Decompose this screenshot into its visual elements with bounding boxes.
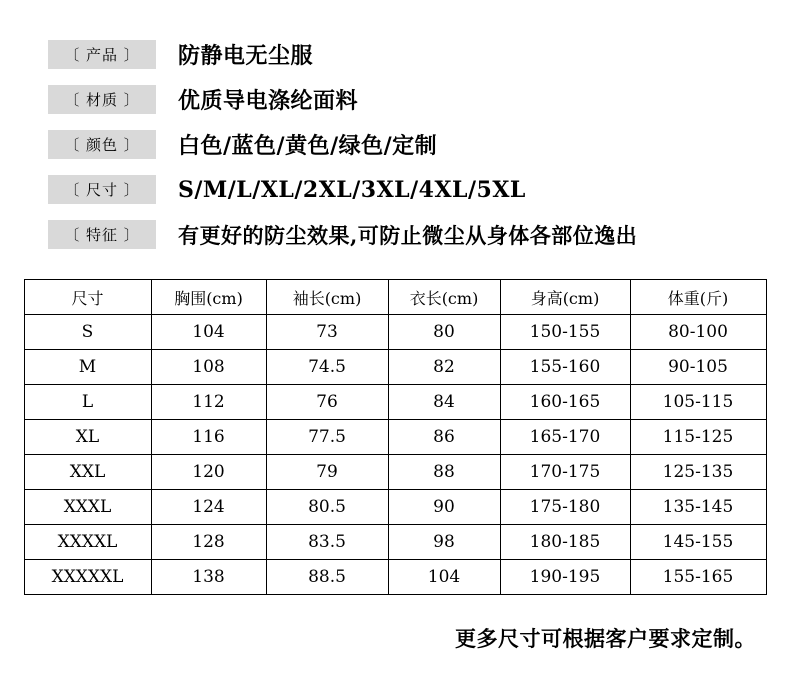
spec-row-color [0,122,790,167]
table-cell: 88.5 [266,560,388,595]
table-cell: 160-165 [500,385,630,420]
table-cell: 115-125 [630,420,766,455]
table-cell: 84 [388,385,500,420]
table-cell: 80 [388,315,500,350]
table-row [24,350,766,385]
table-cell: 112 [151,385,266,420]
table-cell: 150-155 [500,315,630,350]
table-cell: 125-135 [630,455,766,490]
spec-row-size [0,167,790,212]
table-row [24,315,766,350]
spec-row-feature [0,212,790,257]
table-cell: L [24,385,151,420]
table-header-cell: 袖长(cm) [266,280,388,315]
table-cell: 98 [388,525,500,560]
table-header-cell: 胸围(cm) [151,280,266,315]
spec-value-material: 优质导电涤纶面料 [178,88,359,114]
table-header-row [24,280,766,315]
table-cell: 83.5 [266,525,388,560]
table-cell: 80.5 [266,490,388,525]
spec-row-product [0,32,790,77]
table-cell: XXXXXL [24,560,151,595]
spec-label-color: 〔 颜色 〕 [48,130,156,159]
table-cell: 79 [266,455,388,490]
table-cell: 180-185 [500,525,630,560]
spec-value-feature: 有更好的防尘效果,可防止微尘从身体各部位逸出 [178,222,638,248]
spec-label-material: 〔 材质 〕 [48,85,156,114]
table-cell: 128 [151,525,266,560]
table-cell: M [24,350,151,385]
spec-value-color: 白色/蓝色/黄色/绿色/定制 [178,133,438,159]
table-cell: 116 [151,420,266,455]
table-row [24,490,766,525]
table-cell: 88 [388,455,500,490]
table-row [24,455,766,490]
table-cell: 86 [388,420,500,455]
spec-row-material [0,77,790,122]
footer-note: 更多尺寸可根据客户要求定制。 [455,626,756,651]
table-row [24,385,766,420]
table-header-cell: 身高(cm) [500,280,630,315]
size-chart-table [24,279,767,595]
table-row [24,525,766,560]
table-cell: XL [24,420,151,455]
table-cell: S [24,315,151,350]
table-cell: 77.5 [266,420,388,455]
table-header-cell: 衣长(cm) [388,280,500,315]
table-cell: XXXXL [24,525,151,560]
table-cell: 138 [151,560,266,595]
table-cell: 124 [151,490,266,525]
table-cell: 175-180 [500,490,630,525]
spec-label-product: 〔 产品 〕 [48,40,156,69]
table-cell: 90 [388,490,500,525]
table-cell: 170-175 [500,455,630,490]
table-cell: 105-115 [630,385,766,420]
table-cell: 90-105 [630,350,766,385]
table-header-cell: 尺寸 [24,280,151,315]
table-cell: 155-165 [630,560,766,595]
spec-list [0,0,790,257]
table-cell: 73 [266,315,388,350]
spec-label-size: 〔 尺寸 〕 [48,175,156,204]
spec-value-size: S/M/L/XL/2XL/3XL/4XL/5XL [178,176,526,203]
table-cell: 76 [266,385,388,420]
table-row [24,420,766,455]
table-cell: 155-160 [500,350,630,385]
table-cell: 165-170 [500,420,630,455]
table-cell: 145-155 [630,525,766,560]
table-cell: 120 [151,455,266,490]
table-cell: 80-100 [630,315,766,350]
table-cell: 74.5 [266,350,388,385]
table-row [24,560,766,595]
table-cell: XXL [24,455,151,490]
table-cell: 104 [388,560,500,595]
table-cell: 190-195 [500,560,630,595]
table-cell: 104 [151,315,266,350]
table-cell: 108 [151,350,266,385]
spec-value-product: 防静电无尘服 [178,43,314,69]
spec-label-feature: 〔 特征 〕 [48,220,156,249]
table-cell: 82 [388,350,500,385]
table-cell: XXXL [24,490,151,525]
table-cell: 135-145 [630,490,766,525]
table-header-cell: 体重(斤) [630,280,766,315]
